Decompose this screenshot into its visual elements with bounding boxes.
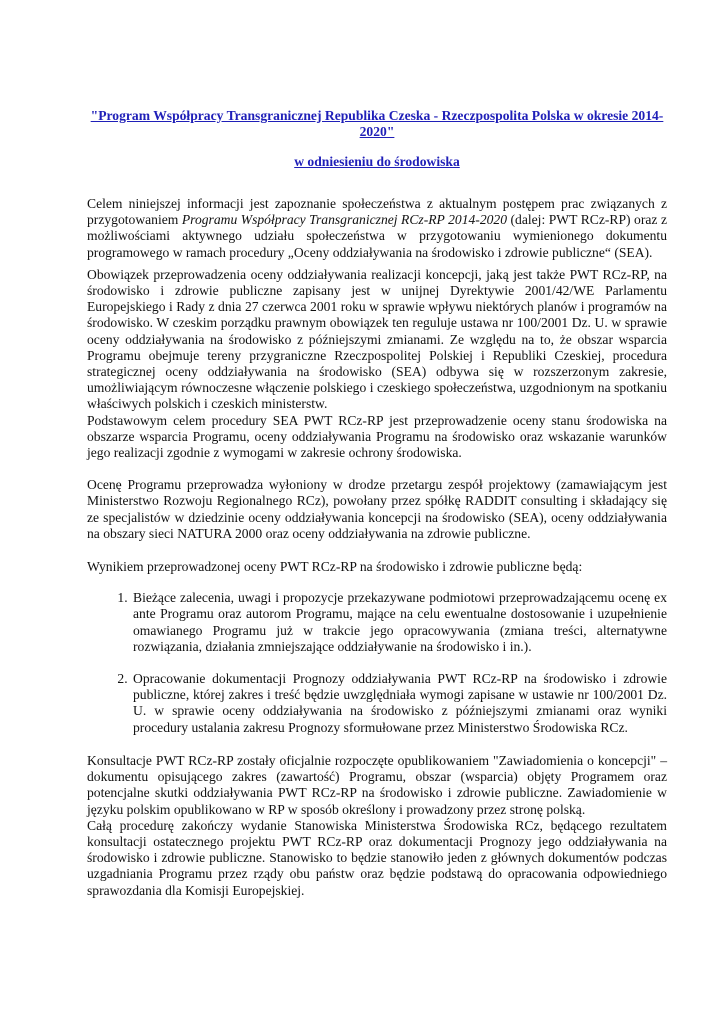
list-item: 2. Opracowanie dokumentacji Prognozy oddziaływania PWT RCz-RP na środowisko i zdrowie publiczne, której zakres i treść będzie uwzględniała wymogi zapisane w ustawie nr 100/2001 Dz. U. w sprawie oceny oddziaływania na środowisko z późniejszymi zmianami oraz wyniki procedury ustalania zakresu Prognozy sformułowane przez Ministerstwo Środowiska RCz. (131, 671, 667, 736)
paragraph-intro-text-b: (dalej: PWT RCz-RP) oraz z możliwościami aktywnego udziału społeczeństwa w przygotowaniu wymienionego dokumentu programowego w ramach procedury „Oceny oddziaływania na środowisko i zdrowie publiczne“ (SEA). (87, 212, 667, 260)
program-name-italic: Programu Współpracy Transgranicznej RCz-RP 2014-2020 (181, 212, 508, 228)
paragraph-assessment-team: Ocenę Programu przeprowadza wyłoniony w drodze przetargu zespół projektowy (zamawiającym jest Ministerstwo Rozwoju Regionalnego RCz), powołany przez spółkę RADDIT consulting i składający się ze specjalistów w dziedzinie oceny oddziaływania koncepcji na środowisko (SEA), oceny oddziaływania na obszary sieci NATURA 2000 oraz oceny oddziaływania na zdrowie publiczne. (87, 477, 667, 541)
list-item: 1. Bieżące zalecenia, uwagi i propozycje przekazywane podmiotowi przeprowadzającemu ocenę ex ante Programu oraz autorom Programu, mające na celu ewentualne dostosowanie i uzupełnienie omawianego Programu już w trakcie jego opracowywania (zmiana treści, alternatywne rozwiązania, działania zmniejszające oddziaływanie na środowisko i in.). (131, 590, 667, 655)
paragraph-intro-text-a: Celem niniejszej informacji jest zapoznanie społeczeństwa z aktualnym postępem prac związanych z przygotowaniem (87, 196, 667, 228)
document-title: "Program Współpracy Transgranicznej Republika Czeska - Rzeczpospolita Polska w okresie 2014-2020" (90, 108, 664, 139)
paragraph-results-intro: Wynikiem przeprowadzonej oceny PWT RCz-RP na środowisko i zdrowie publiczne będą: (87, 559, 583, 575)
results-list (87, 590, 667, 736)
document-subtitle: w odniesieniu do środowiska (294, 154, 460, 169)
paragraph-conclusion: Całą procedurę zakończy wydanie Stanowiska Ministerstwa Środowiska RCz, będącego rezultatem konsultacji ostatecznego projektu PWT RCz-RP oraz dokumentacji Prognozy jego oddziaływania na środowisko i zdrowie publiczne. Stanowisko to będzie stanowiło jeden z głównych dokumentów podczas uzgadniania Programu przez rządy obu państw oraz będzie podstawą do opracowania odpowiedniego sprawozdania dla Komisji Europejskiej. (87, 817, 667, 898)
paragraph-obligation: Obowiązek przeprowadzenia oceny oddziaływania realizacji koncepcji, jaką jest także PWT RCz-RP, na środowisko i zdrowie publiczne zapisany jest w unijnej Dyrektywie 2001/42/WE Parlamentu Europejskiego i Rady z dnia 27 czerwca 2001 roku w sprawie wpływu niektórych planów i programów na środowisko. W czeskim porządku prawnym obowiązek ten reguluje ustawa nr 100/2001 Dz. U. w sprawie oceny oddziaływania na środowisko z późniejszymi zmianami. Ze względu na to, że obszar wsparcia Programu obejmuje tereny przygraniczne Rzeczpospolitej Polskiej i Republiki Czeskiej, procedura strategicznej oceny oddziaływania na środowisko (SEA) odbywa się w rozszerzonym zakresie, umożliwiającym równoczesne włączenie polskiego i czeskiego społeczeństwa, uzgodnionym na spotkaniu właściwych polskich i czeskich ministerstw. (87, 266, 667, 412)
paragraph-purpose: Podstawowym celem procedury SEA PWT RCz-RP jest przeprowadzenie oceny stanu środowiska na obszarze wsparcia Programu, oceny oddziaływania Programu na środowisko oraz wskazanie warunków jego realizacji zgodnie z wymogami w zakresie ochrony środowiska. (87, 412, 667, 461)
paragraph-intro (87, 196, 667, 261)
paragraph-consultations: Konsultacje PWT RCz-RP zostały oficjalnie rozpoczęte opublikowaniem "Zawiadomienia o koncepcji" – dokumentu opisującego zakres (zawartość) Programu, obszar (wsparcia) objęty Programem oraz potencjalne skutki oddziaływania PWT RCz-RP na środowisko i zdrowie publiczne. Zawiadomienie w języku polskim opublikowano w RP w sposób określony i prowadzony przez stronę polską. (87, 752, 667, 817)
